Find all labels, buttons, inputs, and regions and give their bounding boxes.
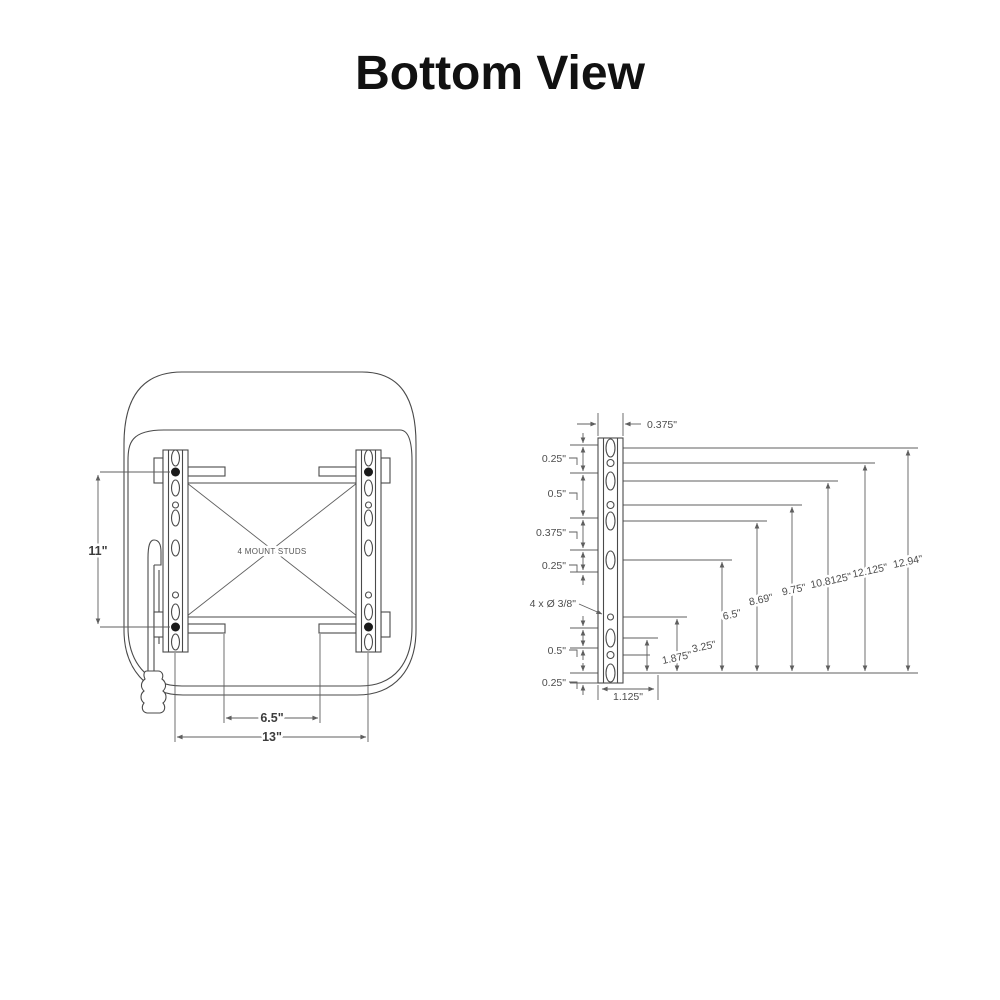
handle-grip — [141, 671, 166, 713]
rail-width-dimension — [577, 413, 677, 436]
left-tick-lines — [570, 445, 598, 683]
height-dim-label: 11" — [88, 544, 108, 558]
bottom-offset-label: 1.125" — [612, 691, 644, 703]
stud-hole — [608, 614, 614, 620]
left-dim-label-0: 0.25" — [541, 453, 566, 465]
overall-width-label: 13" — [262, 730, 282, 744]
mount-stud — [171, 623, 180, 632]
hole-callout — [530, 598, 602, 614]
rail-profile-figure — [530, 413, 925, 703]
mount-studs-label: 4 MOUNT STUDS — [237, 547, 307, 556]
left-dim-label-3: 0.25" — [541, 560, 566, 572]
height-dimension-lines — [647, 450, 908, 671]
left-dimension-labels — [536, 453, 577, 689]
bottom-view-figure — [88, 372, 416, 744]
left-dim-label-4: 0.5" — [547, 645, 566, 657]
mount-rail — [163, 450, 188, 652]
hole-callout-label: 4 x Ø 3/8" — [529, 598, 576, 610]
left-dim-label-2: 0.375" — [535, 527, 566, 539]
height-dim-label-7: 12.94" — [892, 553, 924, 571]
height-dim-label-2: 6.5" — [721, 607, 743, 623]
height-dim-label-4: 9.75" — [780, 581, 808, 599]
label-leaders — [569, 458, 577, 689]
height-dim-label-0: 1.875" — [661, 649, 693, 667]
rail-width-label: 0.375" — [647, 419, 678, 431]
height-dim-label-5: 10.8125" — [809, 570, 853, 592]
mount-rail-right — [356, 450, 381, 652]
mount-stud — [171, 468, 180, 477]
left-dim-label-1: 0.5" — [547, 488, 566, 500]
height-dim-label-3: 8.69" — [747, 591, 775, 609]
height-dimension-labels — [661, 553, 924, 667]
height-dim-label-6: 12.125" — [851, 561, 889, 581]
left-dim-label-5: 0.25" — [541, 677, 566, 689]
height-dim-label-1: 3.25" — [690, 638, 718, 656]
drawing-title: Bottom View — [355, 47, 645, 100]
stud-spacing-label: 6.5" — [260, 711, 284, 725]
